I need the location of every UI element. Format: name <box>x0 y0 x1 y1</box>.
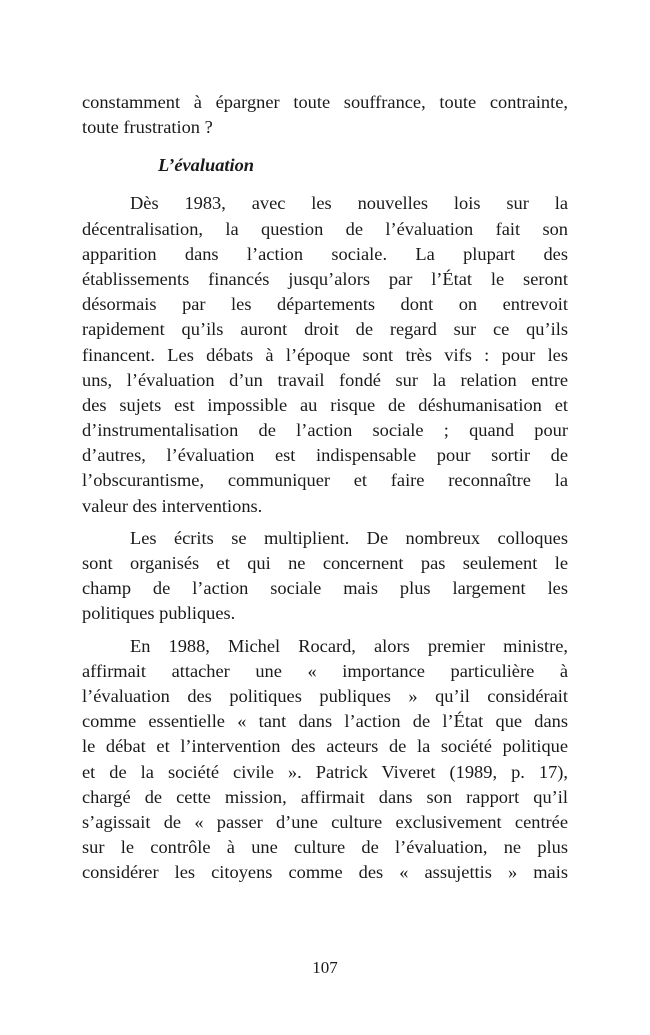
text-line: champ de l’action sociale mais plus largement les <box>82 578 568 599</box>
section-heading: L’évaluation <box>158 155 255 176</box>
text-line: des sujets est impossible au risque de déshumanisation et <box>82 394 568 415</box>
text-line: l’évaluation des politiques publiques » qu’il considérait <box>82 685 568 706</box>
text-line: En 1988, Michel Rocard, alors premier ministre, <box>130 635 568 656</box>
paragraph <box>82 634 568 886</box>
text-line: Les écrits se multiplient. De nombreux colloques <box>130 527 568 548</box>
text-line: désormais par les départements dont on entrevoit <box>82 294 568 315</box>
text-line: d’instrumentalisation de l’action sociale ; quand pour <box>82 420 568 441</box>
text-line: affirmait attacher une « importance particulière à <box>82 660 568 681</box>
text-line: décentralisation, la question de l’évaluation fait son <box>82 218 568 239</box>
text-line: d’autres, l’évaluation est indispensable pour sortir de <box>82 445 568 466</box>
text-line: sont organisés et qui ne concernent pas seulement le <box>82 553 568 573</box>
text-line: l’obscurantisme, communiquer et faire reconnaître la <box>82 470 568 491</box>
text-line: uns, l’évaluation d’un travail fondé sur la relation entre <box>82 369 568 390</box>
text-line: valeur des interventions. <box>82 495 263 516</box>
body-text <box>82 90 568 885</box>
text-line: considérer les citoyens comme des « assujettis » mais <box>82 862 568 883</box>
text-line: apparition dans l’action sociale. La plupart des <box>82 243 568 264</box>
text-line: politiques publiques. <box>82 603 236 624</box>
text-line: comme essentielle « tant dans l’action de l’État que dans <box>82 711 568 732</box>
text-line: s’agissait de « passer d’une culture exclusivement centrée <box>82 811 568 832</box>
text-line: rapidement qu’ils auront droit de regard sur ce qu’ils <box>82 319 568 340</box>
text-line: et de la société civile ». Patrick Viveret (1989, p. 17), <box>82 761 568 782</box>
text-line: Dès 1983, avec les nouvelles lois sur la <box>130 193 568 214</box>
paragraph <box>82 191 568 518</box>
text-line: le débat et l’intervention des acteurs de la société politique <box>82 736 568 757</box>
text-line: chargé de cette mission, affirmait dans son rapport qu’il <box>82 786 568 807</box>
text-line: toute frustration ? <box>82 117 213 138</box>
text-line: financent. Les débats à l’époque sont très vifs : pour les <box>82 344 568 365</box>
paragraph <box>82 526 568 627</box>
text-line: établissements financés jusqu’alors par l’État le seront <box>82 268 568 289</box>
page-number: 107 <box>312 958 338 977</box>
text-line: sur le contrôle à une culture de l’évaluation, ne plus <box>82 837 568 858</box>
text-line: constamment à épargner toute souffrance, toute contrainte, <box>82 92 568 112</box>
